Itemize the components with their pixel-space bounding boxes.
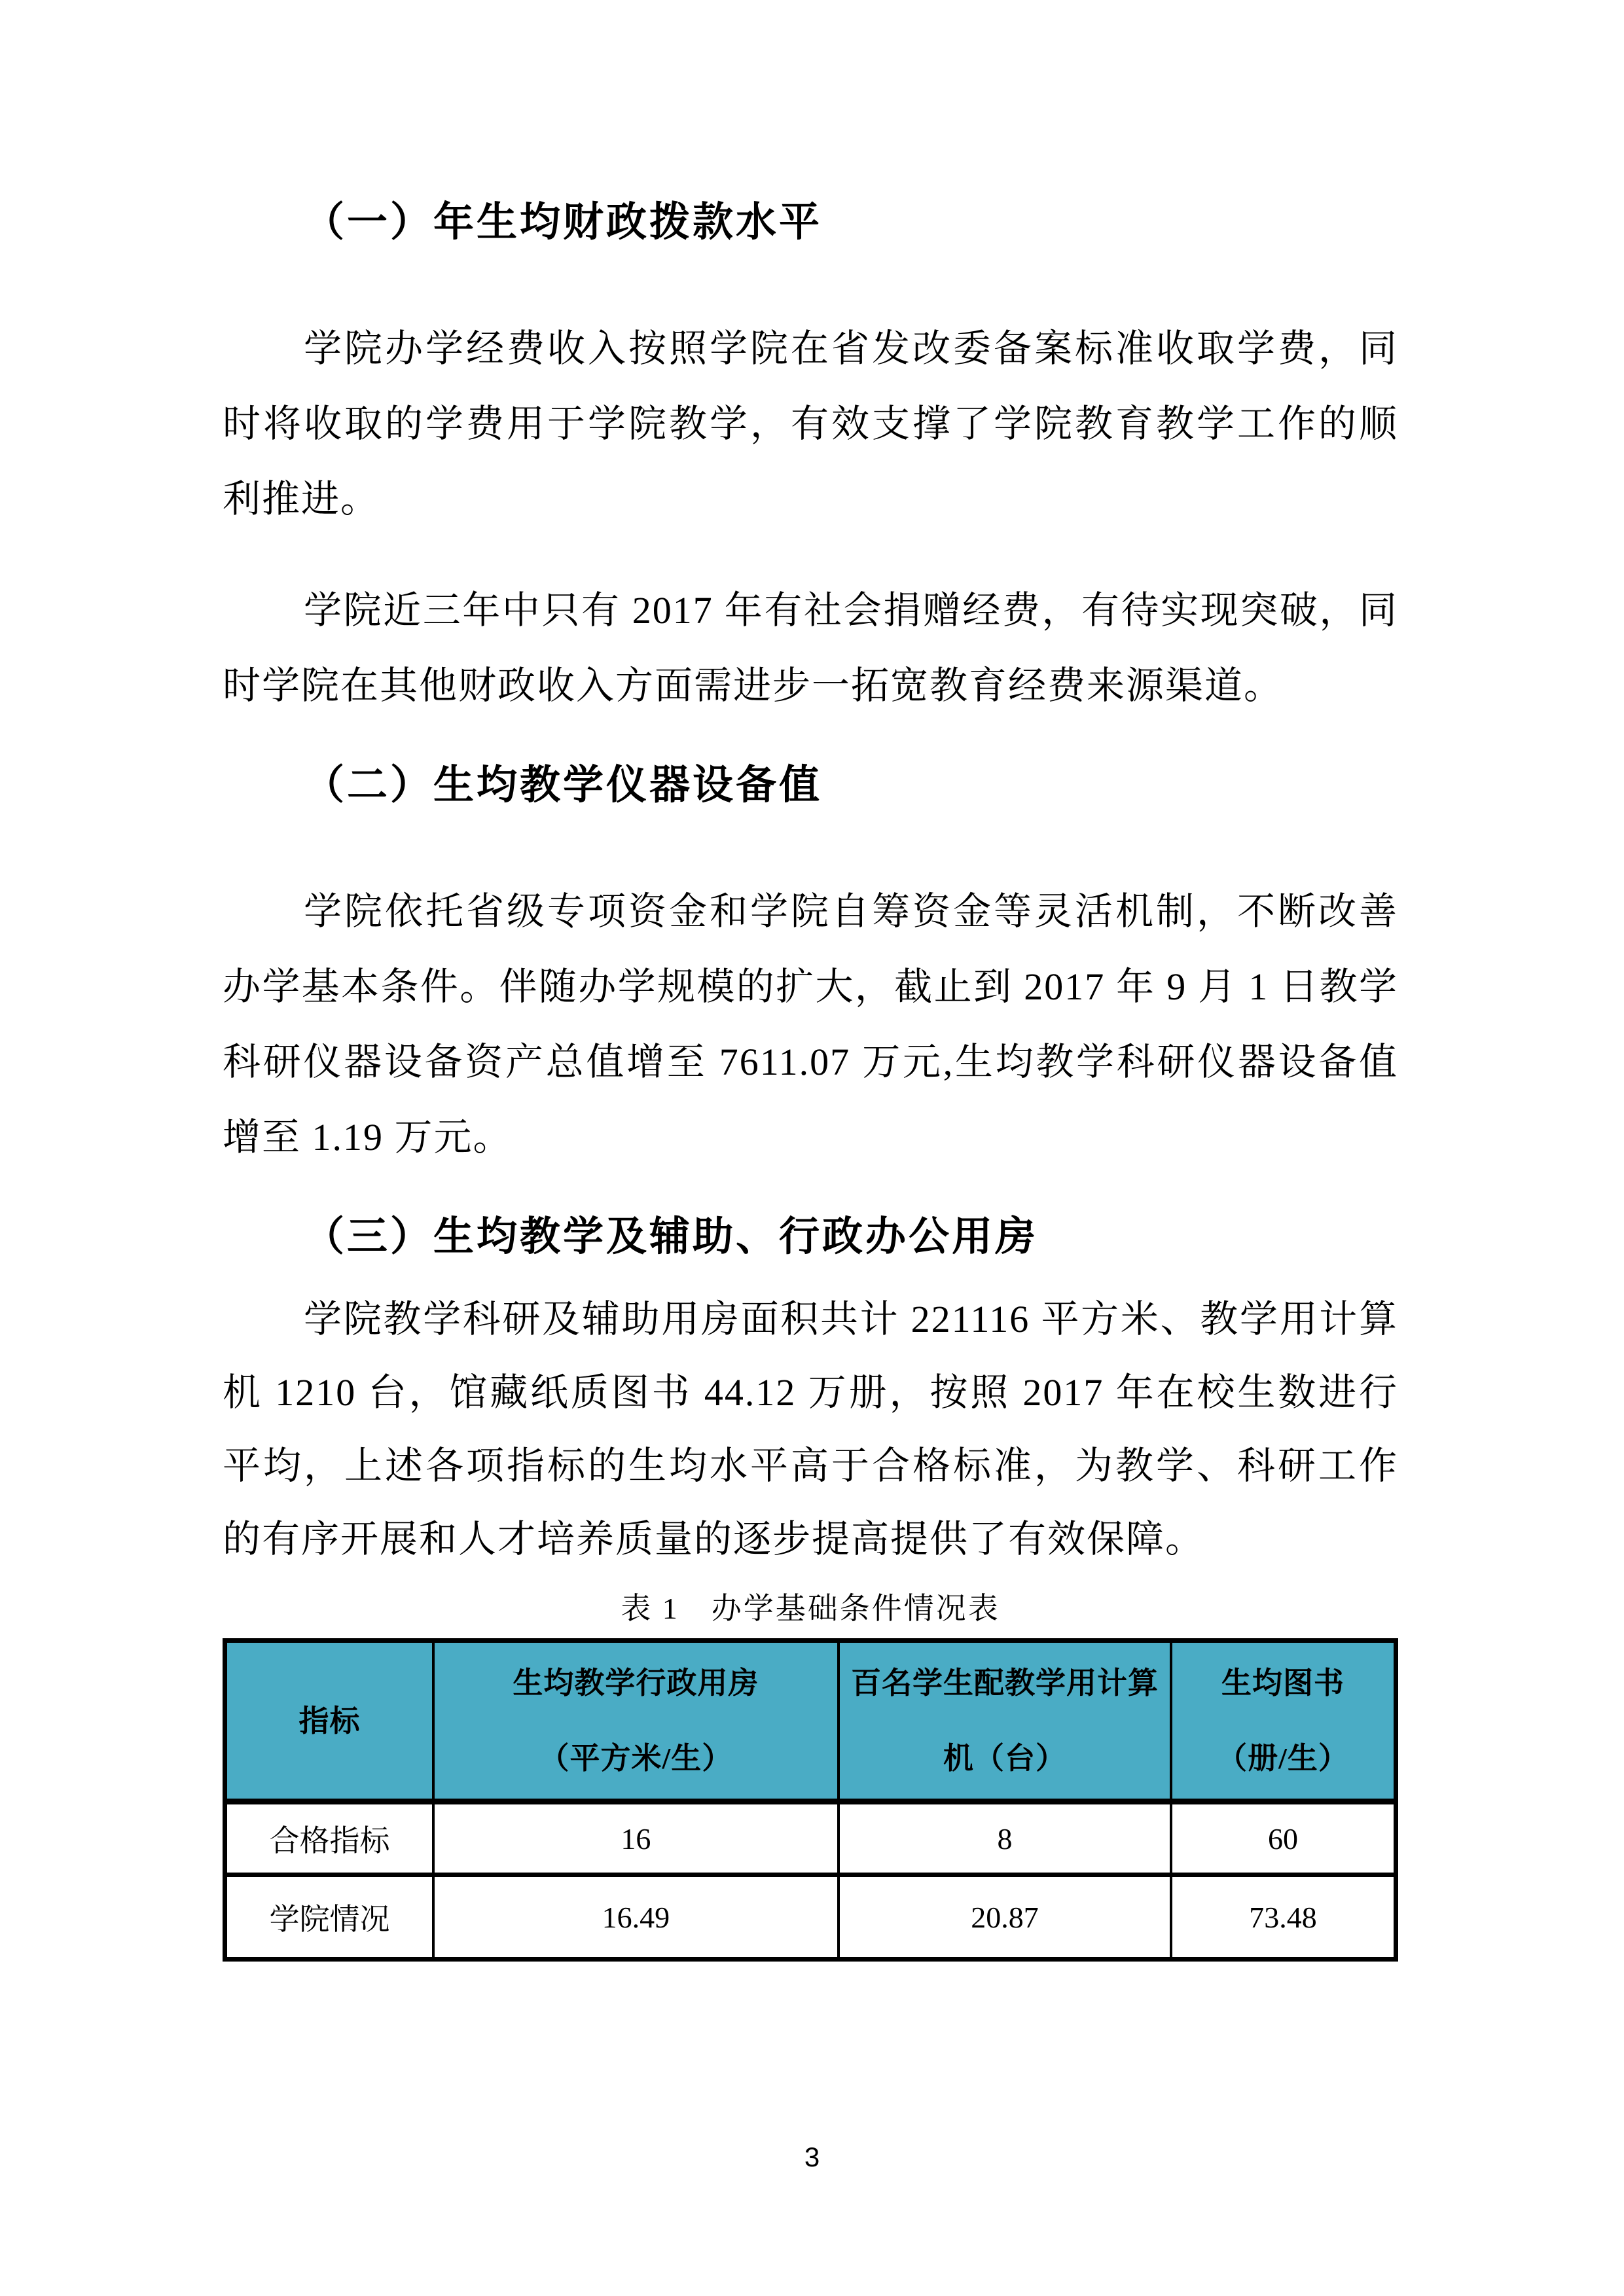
row-label: 学院情况 xyxy=(225,1875,433,1960)
header-text-line2: （册/生） xyxy=(1217,1742,1349,1775)
cell-computers-standard: 8 xyxy=(839,1802,1171,1875)
header-text-line2: （平方米/生） xyxy=(539,1742,733,1775)
paragraph-office-space: 学院教学科研及辅助用房面积共计 221116 平方米、教学用计算机 1210 台，馆藏纸质图书 44.12 万册，按照 2017 年在校生数进行平均，上述各项指标的生均水平高于合格标准，为教学、科研工作的有序开展和人才培养质量的逐步提高提供了有效保障。 xyxy=(223,1298,1398,1560)
header-cell-floor-area-per-student xyxy=(433,1641,839,1802)
header-cell-books-per-student xyxy=(1171,1641,1396,1802)
row-label: 合格指标 xyxy=(225,1802,433,1875)
paragraph-tuition-income: 学院办学经费收入按照学院在省发改委备案标准收取学费，同时将收取的学费用于学院教学，有效支撑了学院教育教学工作的顺利推进。 xyxy=(223,327,1398,520)
header-text-line2: 机（台） xyxy=(943,1742,1066,1775)
section-office-space xyxy=(223,1211,1398,1576)
table-row-college-situation xyxy=(225,1875,1396,1960)
header-text: 指标 xyxy=(298,1704,361,1738)
cell-floor-area-college: 16.49 xyxy=(433,1875,839,1960)
table-row-qualified-standard xyxy=(225,1802,1396,1875)
section-equipment-value xyxy=(223,759,1398,1175)
section-annual-funding xyxy=(223,196,1398,723)
header-text-line1: 百名学生配教学用计算 xyxy=(850,1666,1159,1700)
cell-floor-area-standard: 16 xyxy=(433,1802,839,1875)
basic-conditions-table xyxy=(223,1638,1398,1962)
heading-office-space: （三）生均教学及辅助、行政办公用房 xyxy=(304,1215,1039,1259)
page-number: 3 xyxy=(804,2142,820,2172)
heading-annual-funding: （一）年生均财政拨款水平 xyxy=(304,200,823,245)
header-text-line1: 生均图书 xyxy=(1221,1666,1344,1700)
header-cell-computers-per-100-students xyxy=(839,1641,1171,1802)
table-caption: 表 1 办学基础条件情况表 xyxy=(621,1592,1000,1625)
header-text-line1: 生均教学行政用房 xyxy=(513,1666,759,1700)
heading-equipment-value: （二）生均教学仪器设备值 xyxy=(304,763,823,808)
cell-books-college: 73.48 xyxy=(1171,1875,1396,1960)
table-header-row xyxy=(225,1641,1396,1802)
paragraph-equipment-value: 学院依托省级专项资金和学院自筹资金等灵活机制，不断改善办学基本条件。伴随办学规模的扩大，截止到 2017 年 9 月 1 日教学科研仪器设备资产总值增至 7611.07 万元,生均教学科研仪器设备值增至 1.19 万元。 xyxy=(223,890,1398,1158)
cell-computers-college: 20.87 xyxy=(839,1875,1171,1960)
cell-books-standard: 60 xyxy=(1171,1802,1396,1875)
paragraph-donation-funding: 学院近三年中只有 2017 年有社会捐赠经费，有待实现突破，同时学院在其他财政收入方面需进步一拓宽教育经费来源渠道。 xyxy=(223,589,1398,707)
header-cell-indicator xyxy=(225,1641,433,1802)
